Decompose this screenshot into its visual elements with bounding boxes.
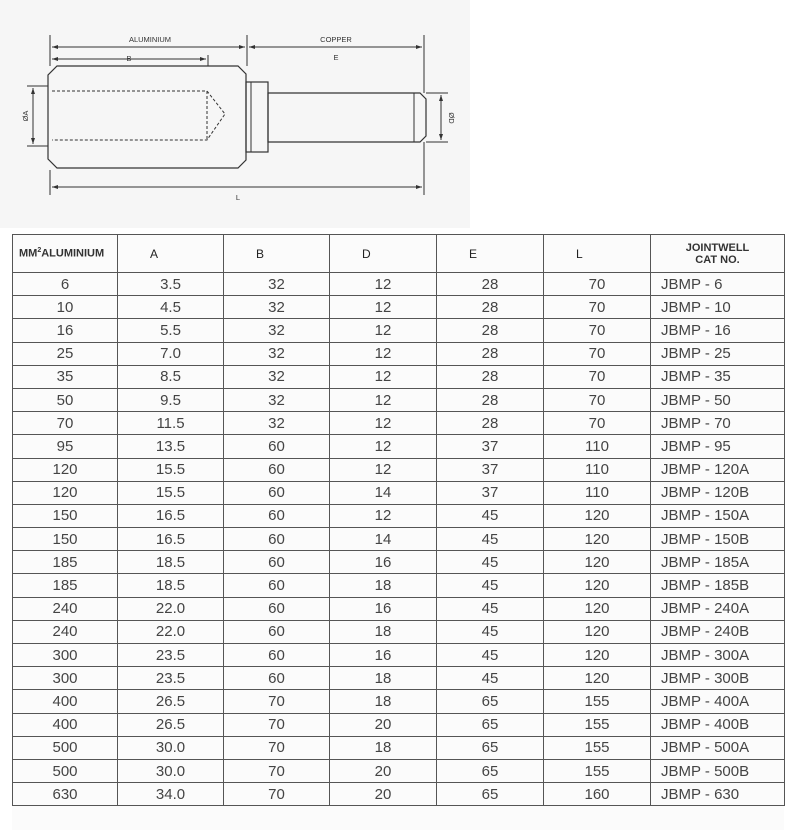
cell-d: 18 — [330, 620, 437, 643]
cell-d: 12 — [330, 319, 437, 342]
cell-d: 14 — [330, 481, 437, 504]
cell-b: 70 — [224, 690, 330, 713]
cell-mm2: 185 — [13, 574, 118, 597]
cell-l: 120 — [544, 528, 651, 551]
cell-mm2: 300 — [13, 667, 118, 690]
cell-e: 37 — [437, 435, 544, 458]
table-row — [13, 481, 785, 504]
cell-a: 23.5 — [118, 644, 224, 667]
cell-b: 60 — [224, 435, 330, 458]
cell-l: 155 — [544, 690, 651, 713]
cell-e: 28 — [437, 388, 544, 411]
label-aluminium: ALUMINIUM — [128, 35, 172, 44]
cell-cat-no: JBMP - 150B — [651, 528, 785, 551]
cell-l: 70 — [544, 319, 651, 342]
label-b: B — [126, 54, 132, 63]
cell-e: 37 — [437, 458, 544, 481]
table-row — [13, 620, 785, 643]
cell-e: 28 — [437, 342, 544, 365]
cell-a: 16.5 — [118, 504, 224, 527]
cell-cat-no: JBMP - 300A — [651, 644, 785, 667]
cell-e: 45 — [437, 644, 544, 667]
cell-b: 32 — [224, 365, 330, 388]
cell-a: 5.5 — [118, 319, 224, 342]
cell-mm2: 500 — [13, 736, 118, 759]
cell-cat-no: JBMP - 185A — [651, 551, 785, 574]
cell-b: 60 — [224, 667, 330, 690]
cell-mm2: 50 — [13, 388, 118, 411]
cell-e: 65 — [437, 690, 544, 713]
cell-d: 12 — [330, 365, 437, 388]
cell-a: 22.0 — [118, 597, 224, 620]
cell-b: 60 — [224, 528, 330, 551]
cell-a: 26.5 — [118, 690, 224, 713]
cell-mm2: 16 — [13, 319, 118, 342]
cell-cat-no: JBMP - 25 — [651, 342, 785, 365]
label-a: ØA — [21, 110, 30, 122]
table-row — [13, 759, 785, 782]
cell-l: 120 — [544, 620, 651, 643]
table-row — [13, 435, 785, 458]
connector-drawing-svg — [0, 0, 470, 228]
cell-e: 45 — [437, 551, 544, 574]
cell-a: 8.5 — [118, 365, 224, 388]
cell-l: 120 — [544, 551, 651, 574]
header-l: L — [544, 235, 651, 273]
cell-b: 60 — [224, 458, 330, 481]
table-row — [13, 319, 785, 342]
cell-l: 110 — [544, 458, 651, 481]
technical-drawing — [0, 0, 470, 228]
cell-cat-no: JBMP - 35 — [651, 365, 785, 388]
cell-mm2: 95 — [13, 435, 118, 458]
cell-l: 160 — [544, 783, 651, 806]
cell-a: 16.5 — [118, 528, 224, 551]
cell-cat-no: JBMP - 16 — [651, 319, 785, 342]
cell-d: 12 — [330, 342, 437, 365]
cell-mm2: 500 — [13, 759, 118, 782]
cell-a: 15.5 — [118, 481, 224, 504]
copper-pin — [268, 93, 426, 142]
cell-mm2: 6 — [13, 273, 118, 296]
cell-mm2: 400 — [13, 690, 118, 713]
table-row — [13, 551, 785, 574]
cell-d: 16 — [330, 644, 437, 667]
cell-l: 70 — [544, 412, 651, 435]
cell-l: 120 — [544, 667, 651, 690]
cell-mm2: 150 — [13, 528, 118, 551]
header-cat-no: JOINTWELL CAT NO. — [651, 235, 785, 273]
cell-d: 20 — [330, 759, 437, 782]
table-row — [13, 736, 785, 759]
cell-b: 32 — [224, 412, 330, 435]
cell-cat-no: JBMP - 300B — [651, 667, 785, 690]
cell-d: 20 — [330, 783, 437, 806]
cell-l: 120 — [544, 597, 651, 620]
cell-mm2: 240 — [13, 620, 118, 643]
cell-l: 70 — [544, 365, 651, 388]
cell-a: 30.0 — [118, 759, 224, 782]
table-row — [13, 713, 785, 736]
cell-b: 70 — [224, 783, 330, 806]
cell-b: 60 — [224, 481, 330, 504]
label-e: E — [333, 53, 339, 62]
table-row — [13, 458, 785, 481]
cell-cat-no: JBMP - 10 — [651, 296, 785, 319]
table-row — [13, 342, 785, 365]
aluminium-barrel — [48, 66, 246, 168]
label-d: ØD — [447, 112, 456, 124]
cell-e: 28 — [437, 296, 544, 319]
cell-d: 14 — [330, 528, 437, 551]
cell-a: 4.5 — [118, 296, 224, 319]
cell-l: 155 — [544, 736, 651, 759]
cell-a: 11.5 — [118, 412, 224, 435]
table-row — [13, 296, 785, 319]
cell-mm2: 35 — [13, 365, 118, 388]
header-d: D — [330, 235, 437, 273]
cell-e: 45 — [437, 667, 544, 690]
cell-d: 16 — [330, 551, 437, 574]
table-header-row — [13, 235, 785, 273]
table-row — [13, 574, 785, 597]
table-row — [13, 667, 785, 690]
table-row — [13, 504, 785, 527]
cell-d: 12 — [330, 296, 437, 319]
table-row — [13, 690, 785, 713]
cell-e: 45 — [437, 504, 544, 527]
table-row — [13, 783, 785, 806]
cell-b: 60 — [224, 597, 330, 620]
cell-mm2: 400 — [13, 713, 118, 736]
cell-e: 65 — [437, 783, 544, 806]
cell-cat-no: JBMP - 150A — [651, 504, 785, 527]
cell-e: 65 — [437, 759, 544, 782]
cell-d: 12 — [330, 435, 437, 458]
table-row — [13, 388, 785, 411]
cell-b: 60 — [224, 551, 330, 574]
cell-d: 18 — [330, 690, 437, 713]
cell-e: 65 — [437, 713, 544, 736]
cell-b: 32 — [224, 296, 330, 319]
cell-e: 45 — [437, 620, 544, 643]
table-row — [13, 365, 785, 388]
cell-a: 18.5 — [118, 574, 224, 597]
cell-b: 60 — [224, 574, 330, 597]
cell-cat-no: JBMP - 500B — [651, 759, 785, 782]
cell-cat-no: JBMP - 400B — [651, 713, 785, 736]
table-row — [13, 412, 785, 435]
table-row — [13, 528, 785, 551]
cell-a: 7.0 — [118, 342, 224, 365]
cell-a: 23.5 — [118, 667, 224, 690]
cell-l: 155 — [544, 759, 651, 782]
cell-a: 26.5 — [118, 713, 224, 736]
cell-e: 28 — [437, 412, 544, 435]
header-mm2-aluminium: $MM^2ALUMINIUM$ — [13, 235, 118, 273]
cell-mm2: 630 — [13, 783, 118, 806]
dimensions-table — [12, 234, 785, 806]
cell-l: 110 — [544, 435, 651, 458]
cell-cat-no: JBMP - 120B — [651, 481, 785, 504]
cell-cat-no: JBMP - 120A — [651, 458, 785, 481]
shoulder — [246, 82, 268, 152]
cell-cat-no: JBMP - 95 — [651, 435, 785, 458]
cell-mm2: 25 — [13, 342, 118, 365]
cell-a: 9.5 — [118, 388, 224, 411]
bore-outline — [52, 91, 225, 140]
cell-d: 18 — [330, 574, 437, 597]
cell-mm2: 185 — [13, 551, 118, 574]
cell-e: 28 — [437, 319, 544, 342]
cell-a: 15.5 — [118, 458, 224, 481]
cell-a: 18.5 — [118, 551, 224, 574]
cell-b: 60 — [224, 644, 330, 667]
header-a: A — [118, 235, 224, 273]
cell-a: 30.0 — [118, 736, 224, 759]
label-l: L — [235, 193, 241, 202]
cell-d: 12 — [330, 458, 437, 481]
cell-b: 32 — [224, 273, 330, 296]
cell-e: 45 — [437, 597, 544, 620]
cell-d: 12 — [330, 388, 437, 411]
cell-cat-no: JBMP - 240B — [651, 620, 785, 643]
cell-d: 18 — [330, 736, 437, 759]
dimensions-table-container — [12, 234, 784, 830]
cell-l: 120 — [544, 504, 651, 527]
cell-e: 45 — [437, 574, 544, 597]
cell-b: 32 — [224, 342, 330, 365]
cell-mm2: 150 — [13, 504, 118, 527]
cell-e: 45 — [437, 528, 544, 551]
cell-b: 70 — [224, 713, 330, 736]
cell-d: 12 — [330, 412, 437, 435]
cell-a: 3.5 — [118, 273, 224, 296]
cell-d: 12 — [330, 273, 437, 296]
cell-l: 110 — [544, 481, 651, 504]
cell-l: 70 — [544, 273, 651, 296]
header-e: E — [437, 235, 544, 273]
cell-mm2: 240 — [13, 597, 118, 620]
table-row — [13, 273, 785, 296]
cell-a: 34.0 — [118, 783, 224, 806]
table-row — [13, 644, 785, 667]
cell-mm2: 120 — [13, 481, 118, 504]
cell-mm2: 10 — [13, 296, 118, 319]
cell-b: 70 — [224, 736, 330, 759]
cell-b: 32 — [224, 319, 330, 342]
cell-b: 60 — [224, 504, 330, 527]
cell-l: 120 — [544, 644, 651, 667]
cell-cat-no: JBMP - 6 — [651, 273, 785, 296]
label-copper: COPPER — [320, 35, 352, 44]
cell-l: 70 — [544, 388, 651, 411]
cell-mm2: 70 — [13, 412, 118, 435]
cell-e: 37 — [437, 481, 544, 504]
cell-d: 18 — [330, 667, 437, 690]
cell-e: 28 — [437, 273, 544, 296]
cell-d: 16 — [330, 597, 437, 620]
cell-cat-no: JBMP - 630 — [651, 783, 785, 806]
cell-a: 13.5 — [118, 435, 224, 458]
cell-l: 70 — [544, 296, 651, 319]
cell-l: 155 — [544, 713, 651, 736]
cell-e: 65 — [437, 736, 544, 759]
cell-d: 12 — [330, 504, 437, 527]
header-b: B — [224, 235, 330, 273]
cell-e: 28 — [437, 365, 544, 388]
cell-cat-no: JBMP - 240A — [651, 597, 785, 620]
cell-mm2: 120 — [13, 458, 118, 481]
table-row — [13, 597, 785, 620]
cell-a: 22.0 — [118, 620, 224, 643]
cell-cat-no: JBMP - 500A — [651, 736, 785, 759]
cell-b: 32 — [224, 388, 330, 411]
cell-b: 70 — [224, 759, 330, 782]
cell-b: 60 — [224, 620, 330, 643]
cell-mm2: 300 — [13, 644, 118, 667]
cell-cat-no: JBMP - 70 — [651, 412, 785, 435]
cell-cat-no: JBMP - 50 — [651, 388, 785, 411]
cell-l: 120 — [544, 574, 651, 597]
cell-d: 20 — [330, 713, 437, 736]
cell-l: 70 — [544, 342, 651, 365]
cell-cat-no: JBMP - 400A — [651, 690, 785, 713]
table-body — [13, 273, 785, 806]
cell-cat-no: JBMP - 185B — [651, 574, 785, 597]
